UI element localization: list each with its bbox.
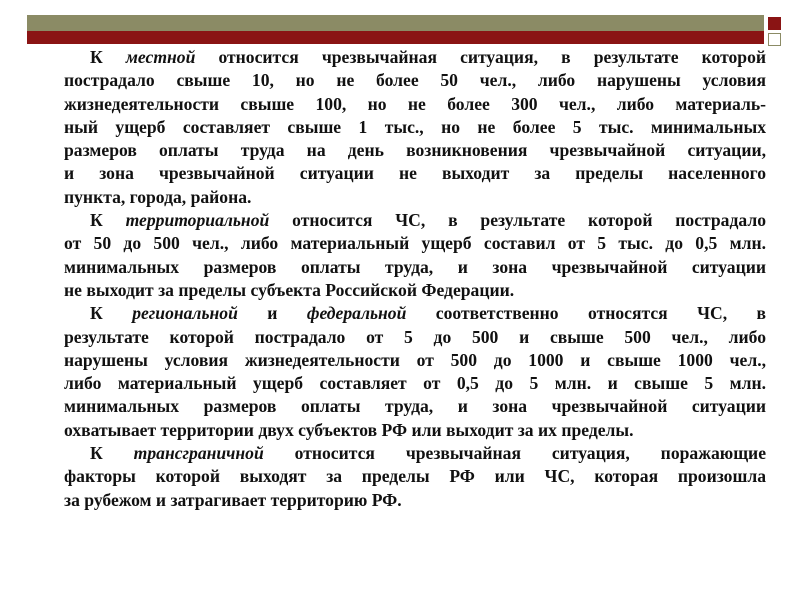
text-line [64,349,766,372]
paragraph [64,442,766,512]
header-bar-olive [27,15,764,31]
text-line [64,442,766,465]
paragraph [64,209,766,302]
text-line [64,186,766,209]
text-segment: размеров оплаты труда на день возникновения чрезвычайной ситуации, [64,140,766,161]
text-segment: относится чрезвычайная ситуация, поражающие [263,443,766,464]
text-segment: относится ЧС, в результате которой пострадало [269,210,766,231]
text-segment: К [90,47,126,67]
text-line [64,326,766,349]
corner-squares [766,15,786,55]
text-segment: соответственно относятся ЧС, в [406,303,767,324]
text-line [64,279,766,302]
text-segment: не выходит за пределы субъекта Российской Федерации. [64,279,515,300]
text-segment: К [90,210,126,231]
text-segment: охватывает территории двух субъектов РФ или выходит за их пределы. [64,419,634,440]
corner-square-outline [768,33,781,46]
text-line [64,69,766,92]
text-segment: К [90,303,133,324]
emphasis-term: трансграничной [133,443,264,464]
text-line [64,256,766,279]
text-segment: и [237,303,307,324]
text-line [64,116,766,139]
paragraph [64,302,766,442]
paragraph [64,46,766,209]
emphasis-term: федеральной [306,303,407,324]
text-segment: либо материальный ущерб составляет от 0,5 до 5 млн. и свыше 5 млн. [64,373,766,394]
text-segment: К [90,443,134,464]
emphasis-term: местной [125,47,196,67]
emphasis-term: территориальной [125,210,270,231]
header-bar-red [27,31,764,44]
text-line [64,209,766,232]
text-line [64,395,766,418]
text-segment: относится чрезвычайная ситуация, в результате которой [195,47,766,67]
text-segment: пункта, города, района. [64,186,252,207]
text-segment: нарушены условия жизнедеятельности от 500 до 1000 и свыше 1000 чел., [64,349,766,370]
text-segment: результате которой пострадало от 5 до 500 и свыше 500 чел., либо [64,326,766,347]
text-line [64,162,766,185]
text-segment: факторы которой выходят за пределы РФ или ЧС, которая произошла [64,466,766,487]
text-segment: минимальных размеров оплаты труда, и зона чрезвычайной ситуации [64,256,766,277]
text-line [64,302,766,325]
text-segment: минимальных размеров оплаты труда, и зона чрезвычайной ситуации [64,396,766,417]
text-segment: от 50 до 500 чел., либо материальный ущерб составил от 5 тыс. до 0,5 млн. [64,233,766,254]
text-segment: за рубежом и затрагивает территорию РФ. [64,489,402,510]
body-text [64,46,766,512]
corner-square-filled [768,17,781,30]
text-segment: жизнедеятельности свыше 100, но не более 300 чел., либо материаль- [64,93,766,114]
text-line [64,419,766,442]
text-line [64,93,766,116]
text-segment: ный ущерб составляет свыше 1 тыс., но не более 5 тыс. минимальных [64,116,766,137]
text-line [64,139,766,162]
text-line [64,372,766,395]
text-line [64,232,766,255]
text-segment: и зона чрезвычайной ситуации не выходит за пределы населенного [64,163,766,184]
text-line [64,46,766,69]
text-line [64,465,766,488]
text-segment: пострадало свыше 10, но не более 50 чел., либо нарушены условия [64,70,766,91]
emphasis-term: региональной [132,303,238,324]
text-line [64,489,766,512]
